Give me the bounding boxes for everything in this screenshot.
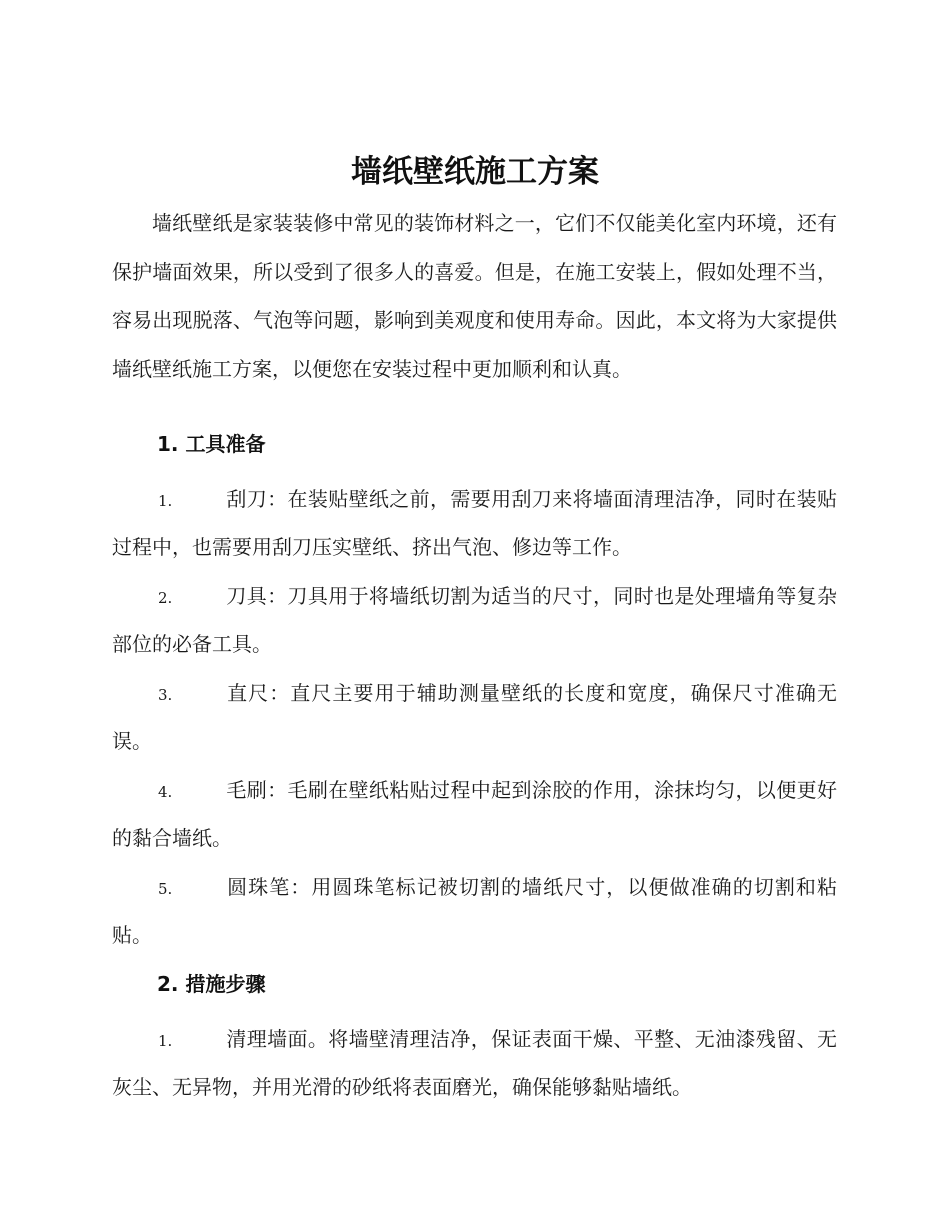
list-item-text: 刮刀：在装贴壁纸之前，需要用刮刀来将墙面清理洁净，同时在装贴过程中，也需要用刮刀压实壁纸、挤出气泡、修边等工作。: [112, 487, 837, 559]
list-item: [112, 573, 837, 667]
list-item-text: 刀具：刀具用于将墙纸切割为适当的尺寸，同时也是处理墙角等复杂部位的必备工具。: [112, 584, 837, 656]
list-item: [112, 767, 837, 861]
list-item-number: 1.: [158, 492, 173, 510]
list-item: [112, 1016, 837, 1110]
list-item-text: 清理墙面。将墙壁清理洁净，保证表面干燥、平整、无油漆残留、无灰尘、无异物，并用光滑的砂纸将表面磨光，确保能够黏贴墙纸。: [112, 1027, 837, 1099]
list-item-number: 2.: [158, 589, 173, 607]
list-item: [112, 476, 837, 570]
list-item-number: 1.: [158, 1032, 173, 1050]
list-item-number: 5.: [158, 880, 173, 898]
list-item-number: 3.: [158, 686, 173, 704]
list-item-text: 毛刷：毛刷在壁纸粘贴过程中起到涂胶的作用，涂抹均匀，以便更好的黏合墙纸。: [112, 778, 837, 850]
list-item-text: 直尺：直尺主要用于辅助测量壁纸的长度和宽度，确保尺寸准确无误。: [112, 681, 837, 753]
document-title: 墙纸壁纸施工方案: [351, 154, 599, 190]
list-item: [112, 670, 837, 764]
intro-paragraph: 墙纸壁纸是家装装修中常见的装饰材料之一，它们不仅能美化室内环境，还有保护墙面效果，所以受到了很多人的喜爱。但是，在施工安装上，假如处理不当，容易出现脱落、气泡等问题，影响到美观度和使用寿命。因此，本文将为大家提供墙纸壁纸施工方案，以便您在安装过程中更加顺利和认真。: [112, 211, 837, 381]
list-item: [112, 864, 837, 958]
list-item-text: 圆珠笔：用圆珠笔标记被切割的墙纸尺寸，以便做准确的切割和粘贴。: [112, 875, 837, 947]
section-heading-steps: 2. 措施步骤: [157, 972, 266, 996]
section-heading-tools: 1. 工具准备: [157, 432, 266, 456]
list-item-number: 4.: [158, 783, 173, 801]
